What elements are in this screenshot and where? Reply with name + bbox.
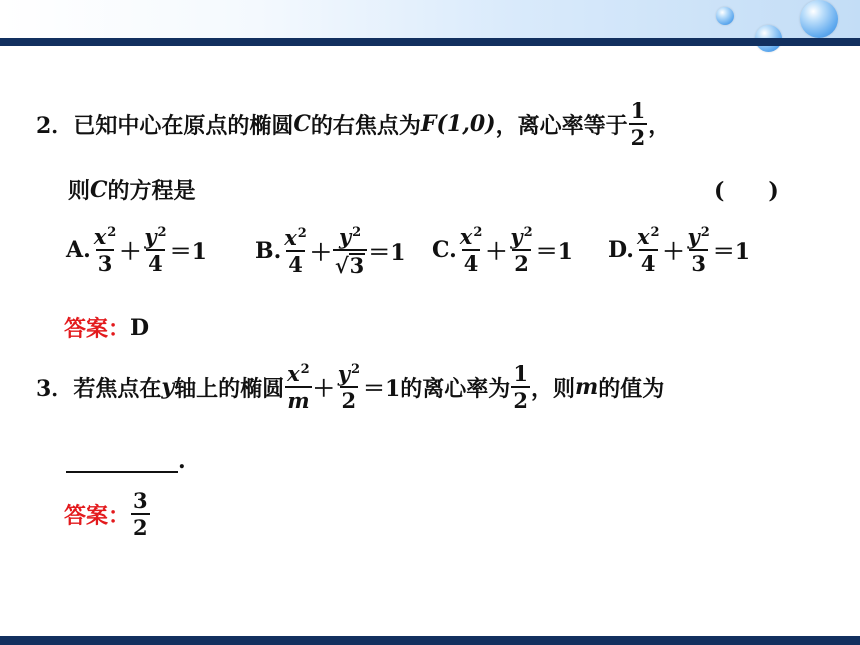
q3-answer-fraction: $\frac{3}{2}$ [133, 488, 148, 540]
q2-line2-c: C [90, 176, 108, 203]
option-d-x-fraction: $\frac{x^2}{4}$ [636, 224, 660, 276]
option-d-label: D. [608, 237, 634, 263]
q2-var-c: C [293, 111, 311, 137]
q3-var-y: y [161, 374, 175, 400]
option-a-label: A. [66, 237, 91, 263]
option-a-x-fraction: $\frac{x^2}{3}$ [93, 224, 117, 276]
q2-answer-value: D [130, 314, 150, 341]
q2-text-c: ，离心率等于 [495, 113, 628, 139]
q2-line2-b: 的方程是 [107, 179, 196, 204]
q2-line2-a: 则 [68, 179, 91, 204]
option-b-label: B. [255, 238, 282, 264]
q2-option-a: A. $\frac{x^2}{3}$ ＋ $\frac{y^2}{4}$ ＝1 [66, 224, 207, 276]
option-a-y-fraction: $\frac{y^2}{4}$ [144, 224, 167, 276]
option-c-x-fraction: $\frac{x^2}{4}$ [459, 224, 483, 276]
q3-line1: 3． 若焦点在 y 轴上的椭圆 $\frac{x^2}{m}$ ＋ $\frac{y^2}{2}$ ＝1 的离心率为 $\frac{1}{2}$ ，则 m 的值为 [36, 361, 665, 413]
sqrt-icon: √ 3 [334, 253, 365, 278]
q2-comma: ， [648, 113, 671, 139]
q2-option-d: D. $\frac{x^2}{4}$ ＋ $\frac{y^2}{3}$ ＝1 [608, 224, 751, 276]
q3-x-fraction: $\frac{x^2}{m}$ [287, 361, 310, 413]
footer-bar [0, 636, 860, 645]
q2-option-c: C. $\frac{x^2}{4}$ ＋ $\frac{y^2}{2}$ ＝1 [432, 224, 573, 276]
q3-answer [64, 490, 151, 538]
decor-bubble-large [800, 0, 838, 38]
q2-number: 2． [36, 112, 74, 139]
answer-blank [66, 449, 178, 473]
option-d-y-fraction: $\frac{y^2}{3}$ [687, 224, 710, 276]
q2-ecc-den: 2 [630, 125, 646, 150]
q2-answer [64, 312, 149, 343]
option-b-y-fraction: $y^2$ √ 3 [333, 226, 367, 276]
q3-blank-line: . [66, 448, 186, 474]
q2-answer-label: 答案： [64, 317, 131, 342]
q2-eccentricity-fraction [629, 100, 648, 148]
q3-answer-label: 答案： [64, 503, 131, 529]
q2-line1 [36, 100, 670, 148]
q2-answer-paren: ( ) [714, 178, 779, 204]
option-c-y-fraction: $\frac{y^2}{2}$ [510, 224, 533, 276]
option-b-x-fraction: $\frac{x^2}{4}$ [284, 225, 307, 277]
q2-text-b: 的右焦点为 [310, 113, 421, 139]
q2-option-b: B. $\frac{x^2}{4}$ ＋ $y^2$ √ 3 ＝1 [255, 224, 406, 278]
header-bar [0, 38, 860, 46]
q3-eccentricity-fraction: $\frac{1}{2}$ [513, 361, 528, 413]
q2-focus: F(1,0) [420, 111, 496, 137]
q2-line2 [68, 174, 196, 205]
q2-text-a: 已知中心在原点的椭圆 [73, 113, 294, 139]
q3-y-fraction: $\frac{y^2}{2}$ [337, 361, 360, 413]
q3-var-m: m [574, 374, 599, 400]
q2-ecc-num: 1 [630, 98, 646, 123]
q3-number: 3． [36, 375, 74, 402]
decor-bubble-small [716, 7, 734, 25]
option-c-label: C. [432, 237, 457, 263]
